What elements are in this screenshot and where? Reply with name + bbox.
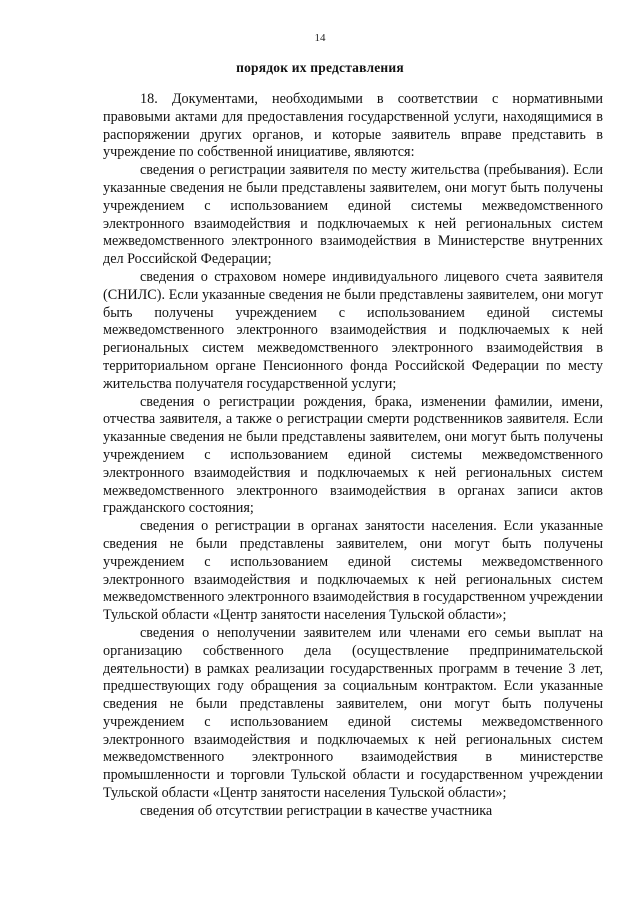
- paragraph-snils: сведения о страховом номере индивидуального лицевого счета заявителя (СНИЛС). Если указанные сведения не были представлены заявителем, они могут быть получены учреждением с использованием единой системы межведомственного электронного взаимодействия и подключаемых к ней региональных систем межведомственного электронного взаимодействия в территориальном органе Пенсионного фонда Российской Федерации по месту жительства получателя государственной услуги;: [103, 268, 603, 392]
- paragraph-business-payments: сведения о неполучении заявителем или членами его семьи выплат на организацию собственного дела (осуществление предпринимательской деятельности) в рамках реализации государственных программ в течение 3 лет, предшествующих году обращения за социальным контрактом. Если указанные сведения не были представлены заявителем, они могут быть получены учреждением с использованием единой системы межведомственного электронного взаимодействия и подключаемых к ней региональных систем межведомственного электронного взаимодействия в министерстве промышленности и торговли Тульской области и государственном учреждении Тульской области «Центр занятости населения Тульской области»;: [103, 624, 603, 802]
- paragraph-participant-registration: сведения об отсутствии регистрации в качестве участника: [140, 802, 493, 819]
- section-heading: порядок их представления: [236, 60, 404, 75]
- page-number: 14: [314, 32, 326, 44]
- paragraph-documents-list: 18. Документами, необходимыми в соответствии с нормативными правовыми актами для предоставления государственной услуги, находящимися в распоряжении других органов, и которые заявитель вправе представить в учреждение по собственной инициативе, являются:: [103, 91, 603, 161]
- document-body: [103, 91, 603, 821]
- paragraph-employment-registration: сведения о регистрации в органах занятости населения. Если указанные сведения не были представлены заявителем, они могут быть получены учреждением с использованием единой системы межведомственного электронного взаимодействия и подключаемых к ней региональных систем межведомственного электронного взаимодействия в государственном учреждении Тульской области «Центр занятости населения Тульской области»;: [103, 518, 603, 624]
- paragraph-civil-registry: сведения о регистрации рождения, брака, изменении фамилии, имени, отчества заявителя, а также о регистрации смерти родственников заявителя. Если указанные сведения не были представлены заявителем, они могут быть получены учреждением с использованием единой системы межведомственного электронного взаимодействия и подключаемых к ней региональных систем межведомственного электронного взаимодействия в органах записи актов гражданского состояния;: [103, 393, 603, 517]
- paragraph-residence-registration: сведения о регистрации заявителя по месту жительства (пребывания). Если указанные сведения не были представлены заявителем, они могут быть получены учреждением с использованием единой системы межведомственного электронного взаимодействия и подключаемых к ней региональных систем межведомственного электронного взаимодействия в Министерстве внутренних дел Российской Федерации;: [103, 162, 603, 268]
